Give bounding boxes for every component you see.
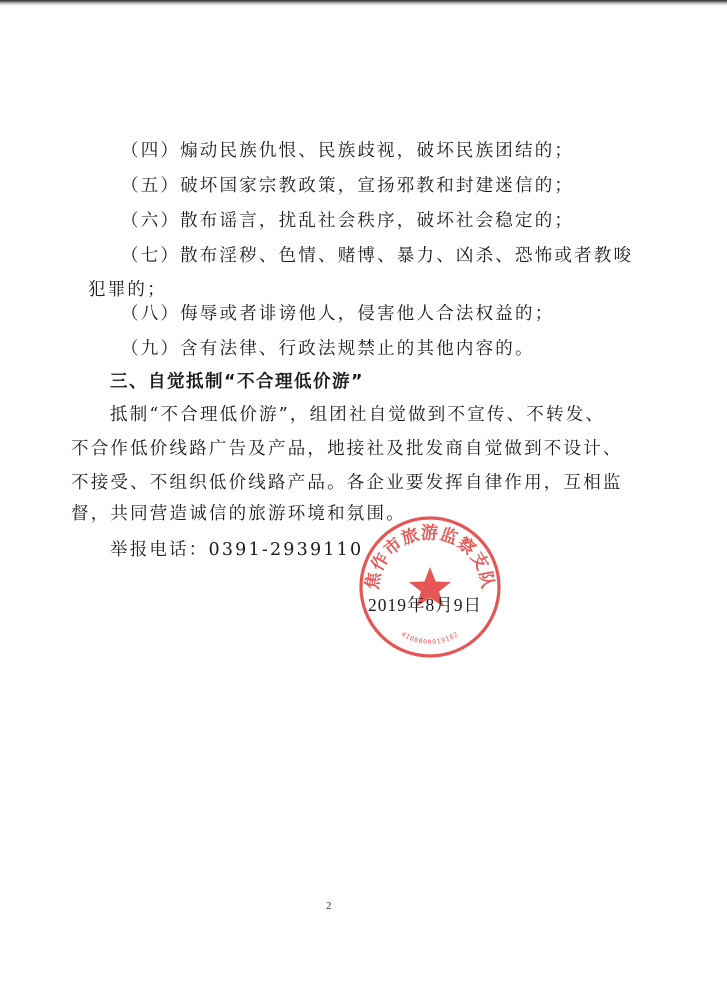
official-seal-stamp xyxy=(355,512,505,662)
list-item-6: （六）散布谣言，扰乱社会秩序，破坏社会稳定的； xyxy=(121,211,575,231)
seal-serial-text: 4108000019182 xyxy=(399,630,461,647)
page-number: 2 xyxy=(326,900,332,912)
scan-top-edge xyxy=(0,0,727,6)
list-item-8: （八）侮辱或者诽谤他人，侵害他人合法权益的； xyxy=(121,304,555,324)
document-date: 2019年8月9日 xyxy=(368,595,482,615)
list-item-7: （七）散布淫秽、色情、赌博、暴力、凶杀、恐怖或者教唆 xyxy=(121,246,634,266)
paragraph-line-3: 不接受、不组织低价线路产品。各企业要发挥自律作用，互相监 xyxy=(71,473,623,493)
list-item-9: （九）含有法律、行政法规禁止的其他内容的。 xyxy=(121,339,535,359)
list-item-4: （四）煽动民族仇恨、民族歧视，破坏民族团结的； xyxy=(121,141,575,161)
seal-name-text: 焦作市旅游监察支队 xyxy=(362,523,498,591)
list-item-7-continuation: 犯罪的； xyxy=(88,280,167,300)
list-item-5: （五）破坏国家宗教政策，宣扬邪教和封建迷信的； xyxy=(121,176,575,196)
section-heading: 三、自觉抵制“不合理低价游” xyxy=(110,372,365,392)
paragraph-line-2: 不合作低价线路广告及产品，地接社及批发商自觉做到不设计、 xyxy=(71,439,623,459)
paragraph-line-1: 抵制“不合理低价游”，组团社自觉做到不宣传、不转发、 xyxy=(110,405,606,425)
hotline-text: 举报电话：0391-2939110 xyxy=(110,540,364,560)
paragraph-line-4: 督，共同营造诚信的旅游环境和氛围。 xyxy=(71,504,406,524)
svg-text:4108000019182 xyxy=(400,630,460,646)
